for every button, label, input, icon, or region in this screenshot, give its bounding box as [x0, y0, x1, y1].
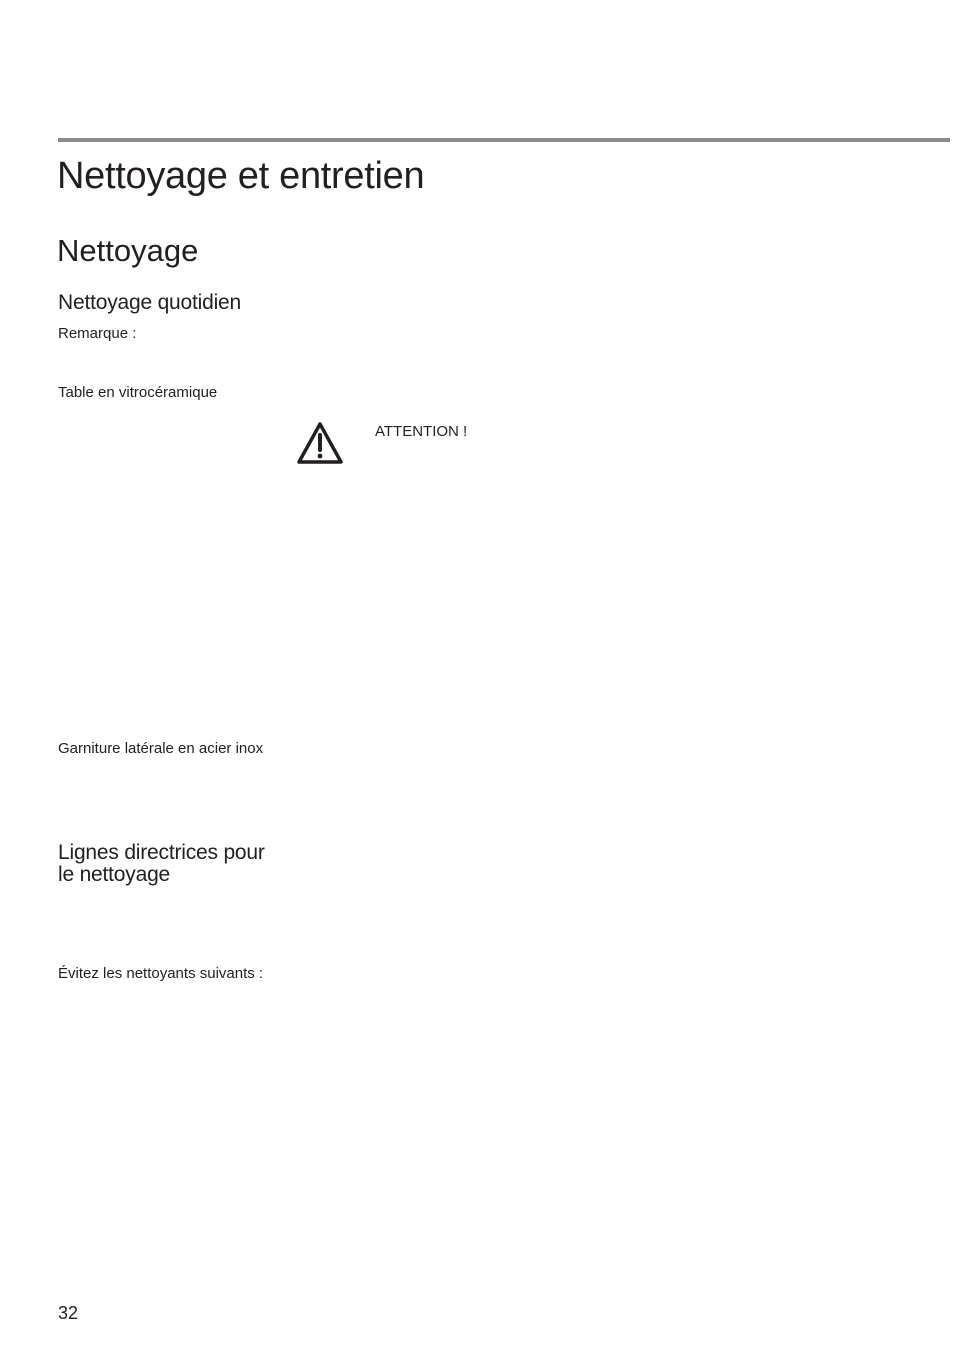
page-number: 32: [58, 1303, 79, 1323]
section-title-cleaning: Nettoyage: [57, 233, 199, 268]
attention-label: ATTENTION !: [375, 423, 468, 440]
avoid-cleaners-label: Évitez les nettoyants suivants :: [58, 965, 264, 982]
subsection-guidelines-line1: Lignes directrices pour: [58, 841, 265, 864]
warning-triangle-icon: [296, 421, 344, 465]
side-trim-label: Garniture latérale en acier inox: [58, 740, 264, 757]
subsection-guidelines-line2: le nettoyage: [58, 863, 171, 886]
subsection-daily-cleaning: Nettoyage quotidien: [58, 291, 242, 314]
ceramic-table-label: Table en vitrocéramique: [58, 384, 218, 401]
subsection-guidelines: [58, 842, 265, 886]
header-rule: [58, 138, 950, 142]
remark-label: Remarque :: [58, 325, 137, 342]
page-title: Nettoyage et entretien: [57, 155, 425, 197]
